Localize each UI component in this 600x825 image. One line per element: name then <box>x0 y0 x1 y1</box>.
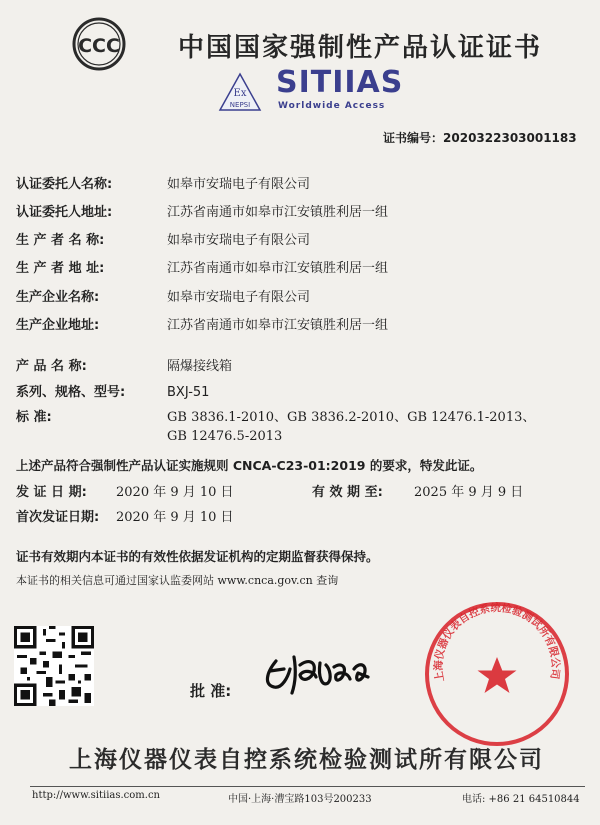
product-standard-row <box>16 406 535 425</box>
field-value: 如皋市安瑞电子有限公司 <box>167 233 311 248</box>
official-seal <box>422 599 572 749</box>
field-label: 生 产 者 名 称: <box>16 233 105 248</box>
product-model-label: 系列、规格、型号: <box>16 385 126 400</box>
product-standard-label: 标 准: <box>16 410 52 425</box>
footer-phone: 电话: +86 21 64510844 <box>462 794 580 805</box>
certificate-number <box>383 129 577 146</box>
first-issue-value: 2020 年 9 月 10 日 <box>116 510 234 525</box>
certificate-number-label: 证书编号： <box>383 131 444 145</box>
seal-text: 上海仪器仪表自控系统检验测试所有限公司 <box>432 602 562 683</box>
ex-logo-bottom: NEPSI <box>229 101 251 109</box>
valid-until-value: 2025 年 9 月 9 日 <box>414 485 524 500</box>
field-value: 江苏省南通市如皋市江安镇胜利居一组 <box>167 205 389 220</box>
certificate-number-value: 2020322303001183 <box>443 131 577 145</box>
valid-until-label: 有 效 期 至: <box>312 485 383 500</box>
product-model-value: BXJ-51 <box>167 385 210 400</box>
product-standard-line1: GB 3836.1-2010、GB 3836.2-2010、GB 12476.1-2013、 <box>167 410 536 425</box>
product-standard-line2: GB 12476.5-2013 <box>167 429 283 444</box>
ex-logo-top: Ex <box>233 88 247 99</box>
product-name-row <box>16 355 232 374</box>
valid-until-row <box>312 481 523 500</box>
issuing-organization: 上海仪器仪表自控系统检验测试所有限公司 <box>69 747 544 773</box>
field-label: 生产企业名称: <box>16 290 100 305</box>
field-row-factory-name <box>16 286 310 305</box>
field-row-factory-address <box>16 314 388 333</box>
footer-website: http://www.sitiias.com.cn <box>32 790 160 801</box>
seal-star-icon <box>478 657 517 693</box>
compliance-statement: 上述产品符合强制性产品认证实施规则 CNCA-C23-01:2019 的要求，特发此证。 <box>16 458 483 473</box>
first-issue-row <box>16 506 234 525</box>
validity-note: 证书有效期内本证书的有效性依据发证机构的定期监督获得保持。 <box>16 549 379 564</box>
field-row-applicant-name <box>16 173 310 192</box>
product-name-value: 隔爆接线箱 <box>167 359 233 374</box>
field-value: 江苏省南通市如皋市江安镇胜利居一组 <box>167 318 389 333</box>
first-issue-label: 首次发证日期: <box>16 510 100 525</box>
field-row-applicant-address <box>16 201 388 220</box>
issue-date-value: 2020 年 9 月 10 日 <box>116 485 234 500</box>
field-label: 生产企业地址: <box>16 318 100 333</box>
footer-divider <box>30 786 585 787</box>
footer-address: 中国·上海·漕宝路103号200233 <box>228 794 372 805</box>
qr-code <box>14 626 94 706</box>
field-label: 生 产 者 地 址: <box>16 261 105 276</box>
issue-date-label: 发 证 日 期: <box>16 485 87 500</box>
field-label: 认证委托人名称: <box>16 177 113 192</box>
ccc-logo-text: CCC <box>78 35 120 57</box>
field-row-manufacturer-address <box>16 257 388 276</box>
product-model-row <box>16 381 209 400</box>
certificate-title: 中国国家强制性产品认证证书 <box>178 33 543 63</box>
query-note: 本证书的相关信息可通过国家认监委网站 www.cnca.gov.cn 查询 <box>16 574 339 587</box>
ccc-logo <box>72 17 126 71</box>
sitiias-logo: SITIIAS <box>276 65 404 100</box>
field-value: 江苏省南通市如皋市江安镇胜利居一组 <box>167 261 389 276</box>
field-value: 如皋市安瑞电子有限公司 <box>167 177 311 192</box>
issue-date-row <box>16 481 234 500</box>
product-name-label: 产 品 名 称: <box>16 359 87 374</box>
signature <box>256 643 386 703</box>
product-standard-continued <box>167 429 282 444</box>
field-value: 如皋市安瑞电子有限公司 <box>167 290 311 305</box>
ex-nepsi-logo <box>216 72 264 116</box>
field-row-manufacturer-name <box>16 229 310 248</box>
field-label: 认证委托人地址: <box>16 205 113 220</box>
approval-label: 批 准: <box>190 682 232 700</box>
sitiias-tagline: Worldwide Access <box>278 101 386 111</box>
